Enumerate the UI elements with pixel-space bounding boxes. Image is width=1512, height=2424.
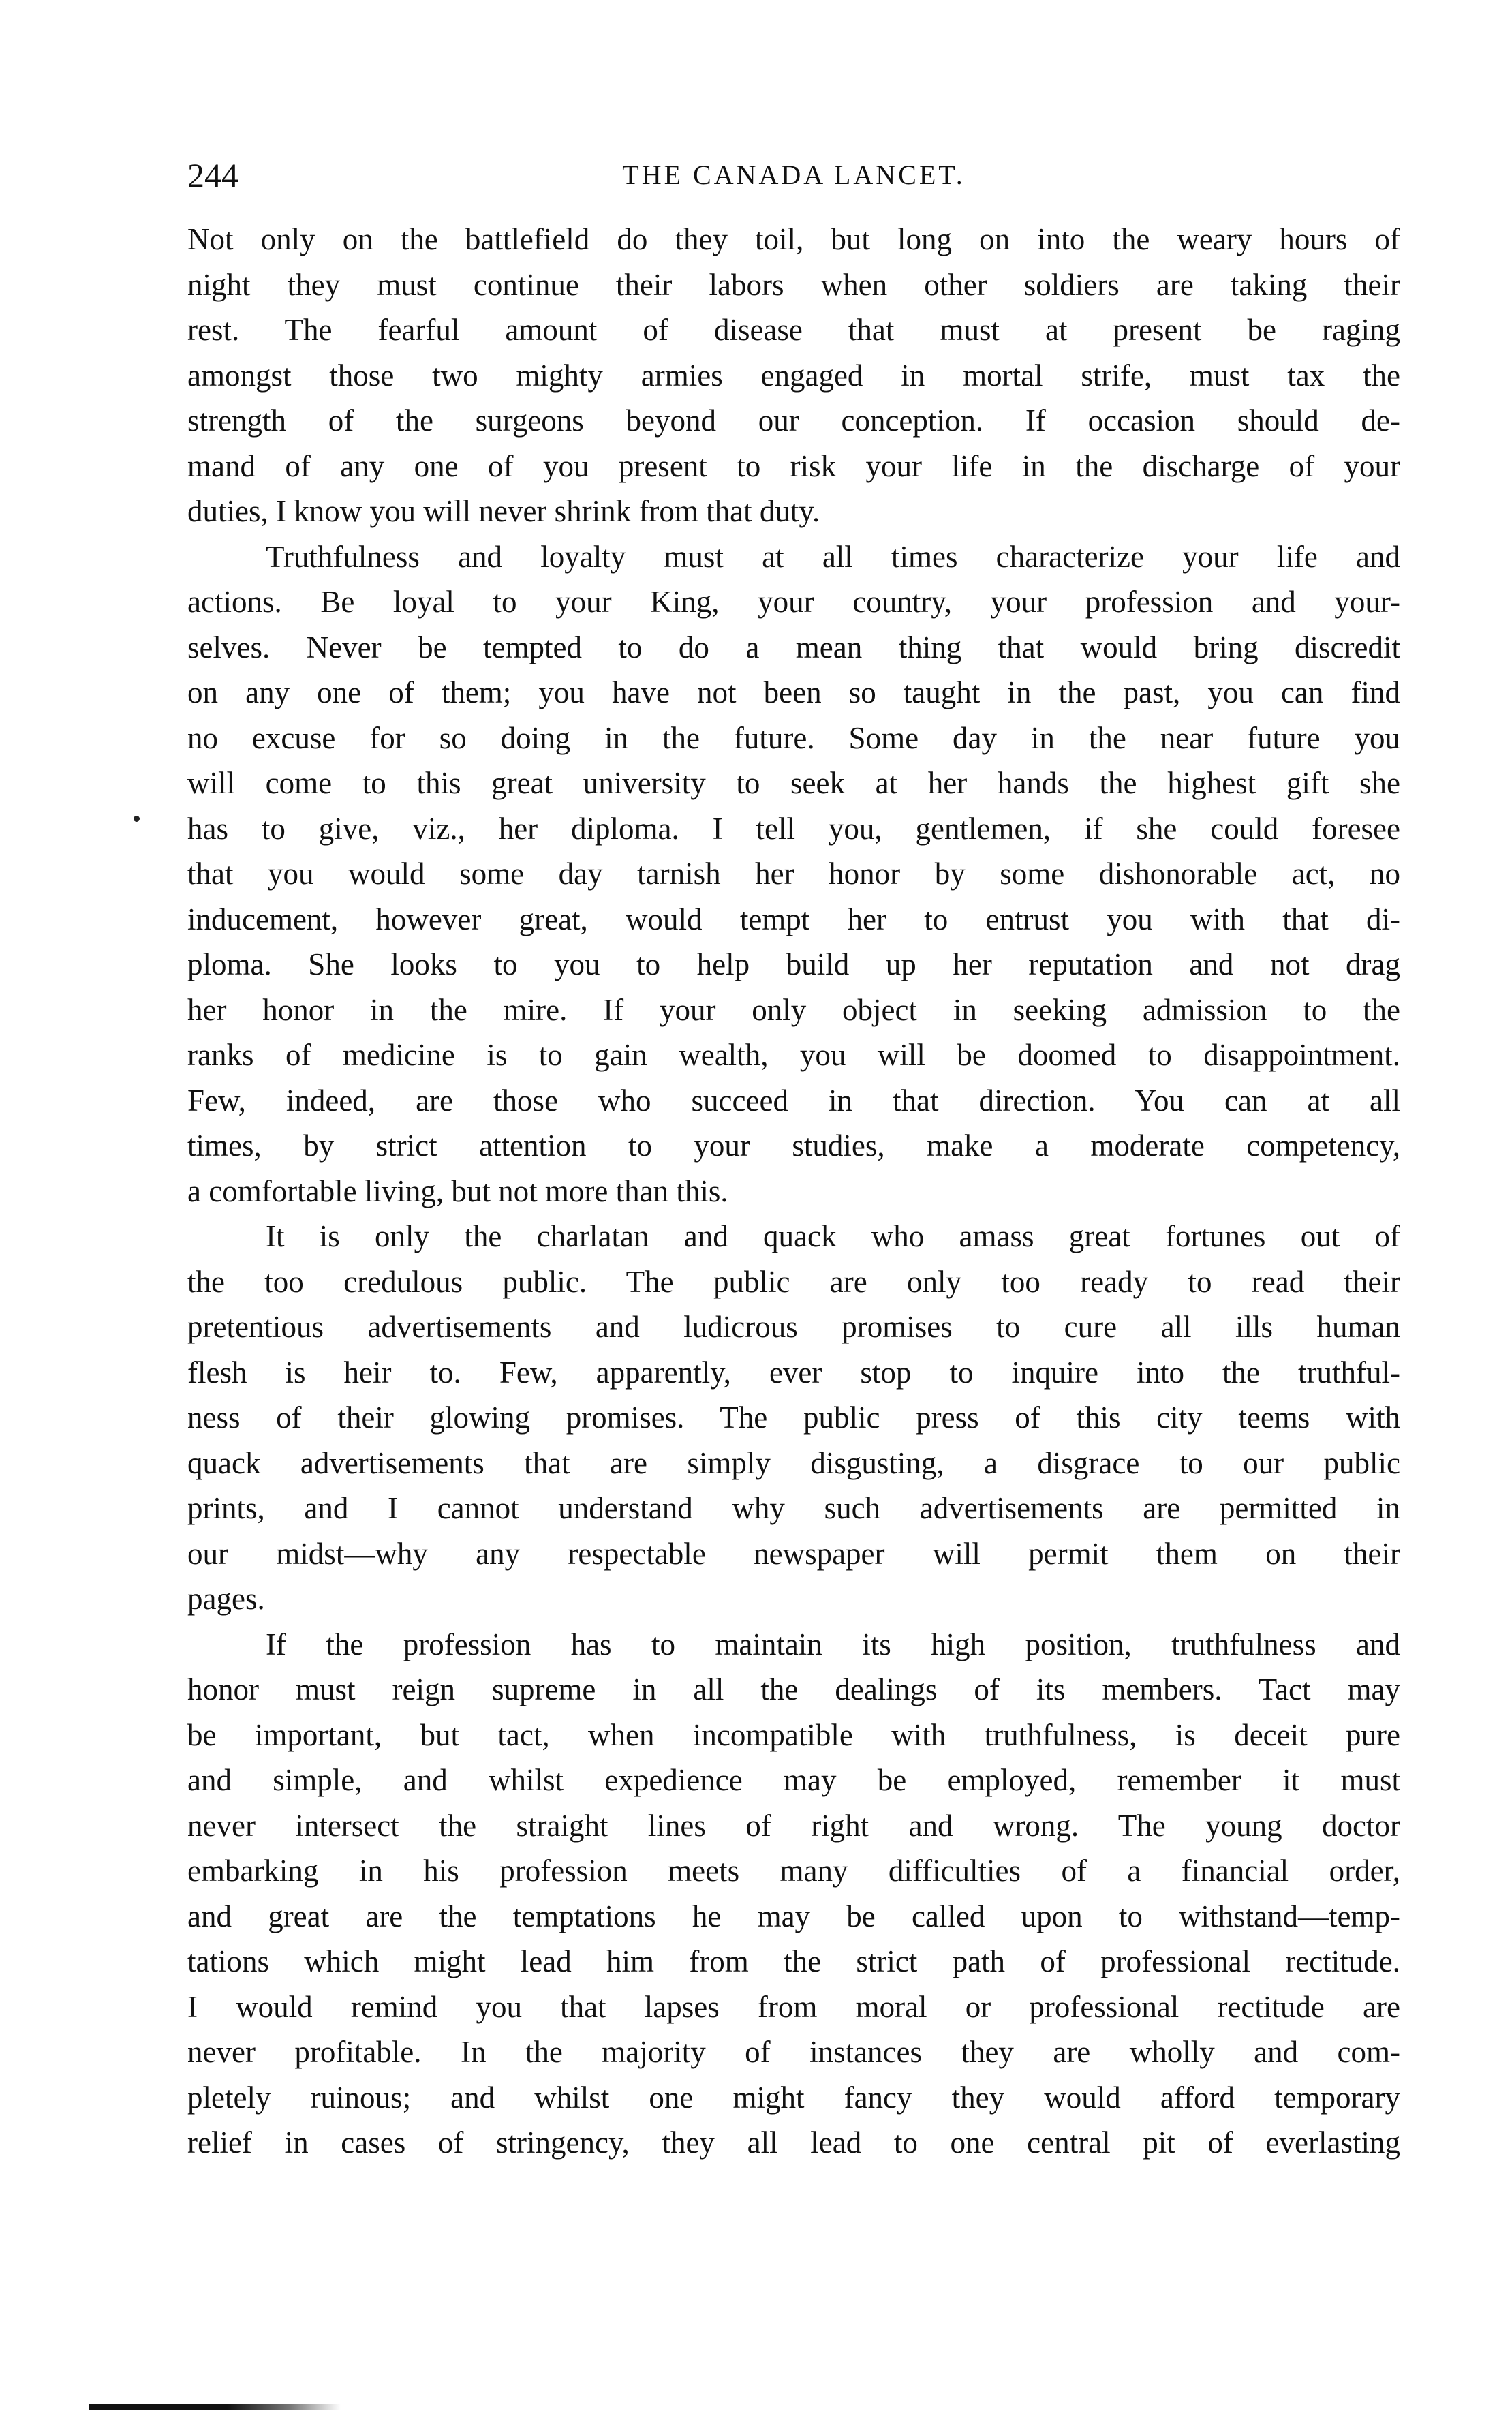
text-line: honor must reign supreme in all the dealings of its members. Tact may	[187, 1672, 1400, 1706]
text-line: flesh is heir to. Few, apparently, ever stop to inquire into the truthful-	[187, 1355, 1400, 1390]
text-line: amongst those two mighty armies engaged in mortal strife, must tax the	[187, 358, 1400, 393]
text-line: quack advertisements that are simply disgusting, a disgrace to our public	[187, 1445, 1400, 1480]
paragraph-start: If the profession has to maintain its high position, truthfulness and	[266, 1627, 1400, 1661]
text-line: on any one of them; you have not been so taught in the past, you can find	[187, 675, 1400, 709]
text-line: never intersect the straight lines of right and wrong. The young doctor	[187, 1808, 1400, 1843]
text-line: pletely ruinous; and whilst one might fancy they would afford temporary	[187, 2080, 1400, 2115]
text-line: times, by strict attention to your studies, make a moderate competency,	[187, 1129, 1400, 1163]
text-line: prints, and I cannot understand why such advertisements are permitted in	[187, 1491, 1400, 1525]
text-line: that you would some day tarnish her honor by some dishonorable act, no	[187, 857, 1400, 891]
text-line: the too credulous public. The public are only too ready to read their	[187, 1264, 1400, 1299]
text-line: I would remind you that lapses from moral or professional rectitude are	[187, 1989, 1400, 2024]
text-line: mand of any one of you present to risk your life in the discharge of your	[187, 448, 1400, 483]
text-line: pretentious advertisements and ludicrous promises to cure all ills human	[187, 1310, 1400, 1344]
paragraph-start: Truthfulness and loyalty must at all times characterize your life and	[266, 539, 1400, 574]
text-line: be important, but tact, when incompatible with truthfulness, is deceit pure	[187, 1717, 1400, 1752]
text-line: no excuse for so doing in the future. Some day in the near future you	[187, 720, 1400, 755]
text-line: ploma. She looks to you to help build up her reputation and not drag	[187, 947, 1400, 981]
text-line: Few, indeed, are those who succeed in that direction. You can at all	[187, 1083, 1400, 1118]
text-line: relief in cases of stringency, they all lead to one central pit of everlasting	[187, 2126, 1400, 2160]
text-line: ness of their glowing promises. The public press of this city teems with	[187, 1400, 1400, 1435]
scan-edge-mark	[89, 2404, 341, 2410]
text-line: selves. Never be tempted to do a mean thing that would bring discredit	[187, 630, 1400, 664]
text-line: embarking in his profession meets many difficulties of a financial order,	[187, 1854, 1400, 1888]
text-line: will come to this great university to seek at her hands the highest gift she	[187, 766, 1400, 800]
text-line: duties, I know you will never shrink from that duty.	[187, 494, 820, 528]
text-line: has to give, viz., her diploma. I tell you, gentlemen, if she could foresee	[187, 811, 1400, 846]
text-line: and great are the temptations he may be called upon to withstand—temp-	[187, 1899, 1400, 1933]
article-body	[187, 217, 1400, 2166]
text-line: and simple, and whilst expedience may be employed, remember it must	[187, 1763, 1400, 1797]
text-line: strength of the surgeons beyond our conception. If occasion should de-	[187, 403, 1400, 438]
text-line: Not only on the battlefield do they toil, but long on into the weary hours of	[187, 222, 1400, 256]
text-line: tations which might lead him from the strict path of professional rectitude.	[187, 1944, 1400, 1978]
running-head	[187, 151, 1400, 199]
page-number: 244	[187, 156, 238, 194]
text-line: a comfortable living, but not more than this.	[187, 1173, 728, 1208]
text-line: our midst—why any respectable newspaper will permit them on their	[187, 1536, 1400, 1571]
text-line: inducement, however great, would tempt her to entrust you with that di-	[187, 902, 1400, 936]
text-line: her honor in the mire. If your only object in seeking admission to the	[187, 992, 1400, 1027]
margin-speck	[134, 816, 140, 822]
text-line: pages.	[187, 1582, 265, 1616]
text-line: ranks of medicine is to gain wealth, you will be doomed to disappointment.	[187, 1038, 1400, 1072]
text-line: night they must continue their labors when other soldiers are taking their	[187, 267, 1400, 302]
text-line: actions. Be loyal to your King, your country, your profession and your-	[187, 585, 1400, 619]
paragraph-start: It is only the charlatan and quack who amass great fortunes out of	[266, 1219, 1400, 1253]
journal-title: THE CANADA LANCET.	[622, 159, 966, 190]
text-line: rest. The fearful amount of disease that must at present be raging	[187, 313, 1400, 347]
text-line: never profitable. In the majority of instances they are wholly and com-	[187, 2035, 1400, 2069]
